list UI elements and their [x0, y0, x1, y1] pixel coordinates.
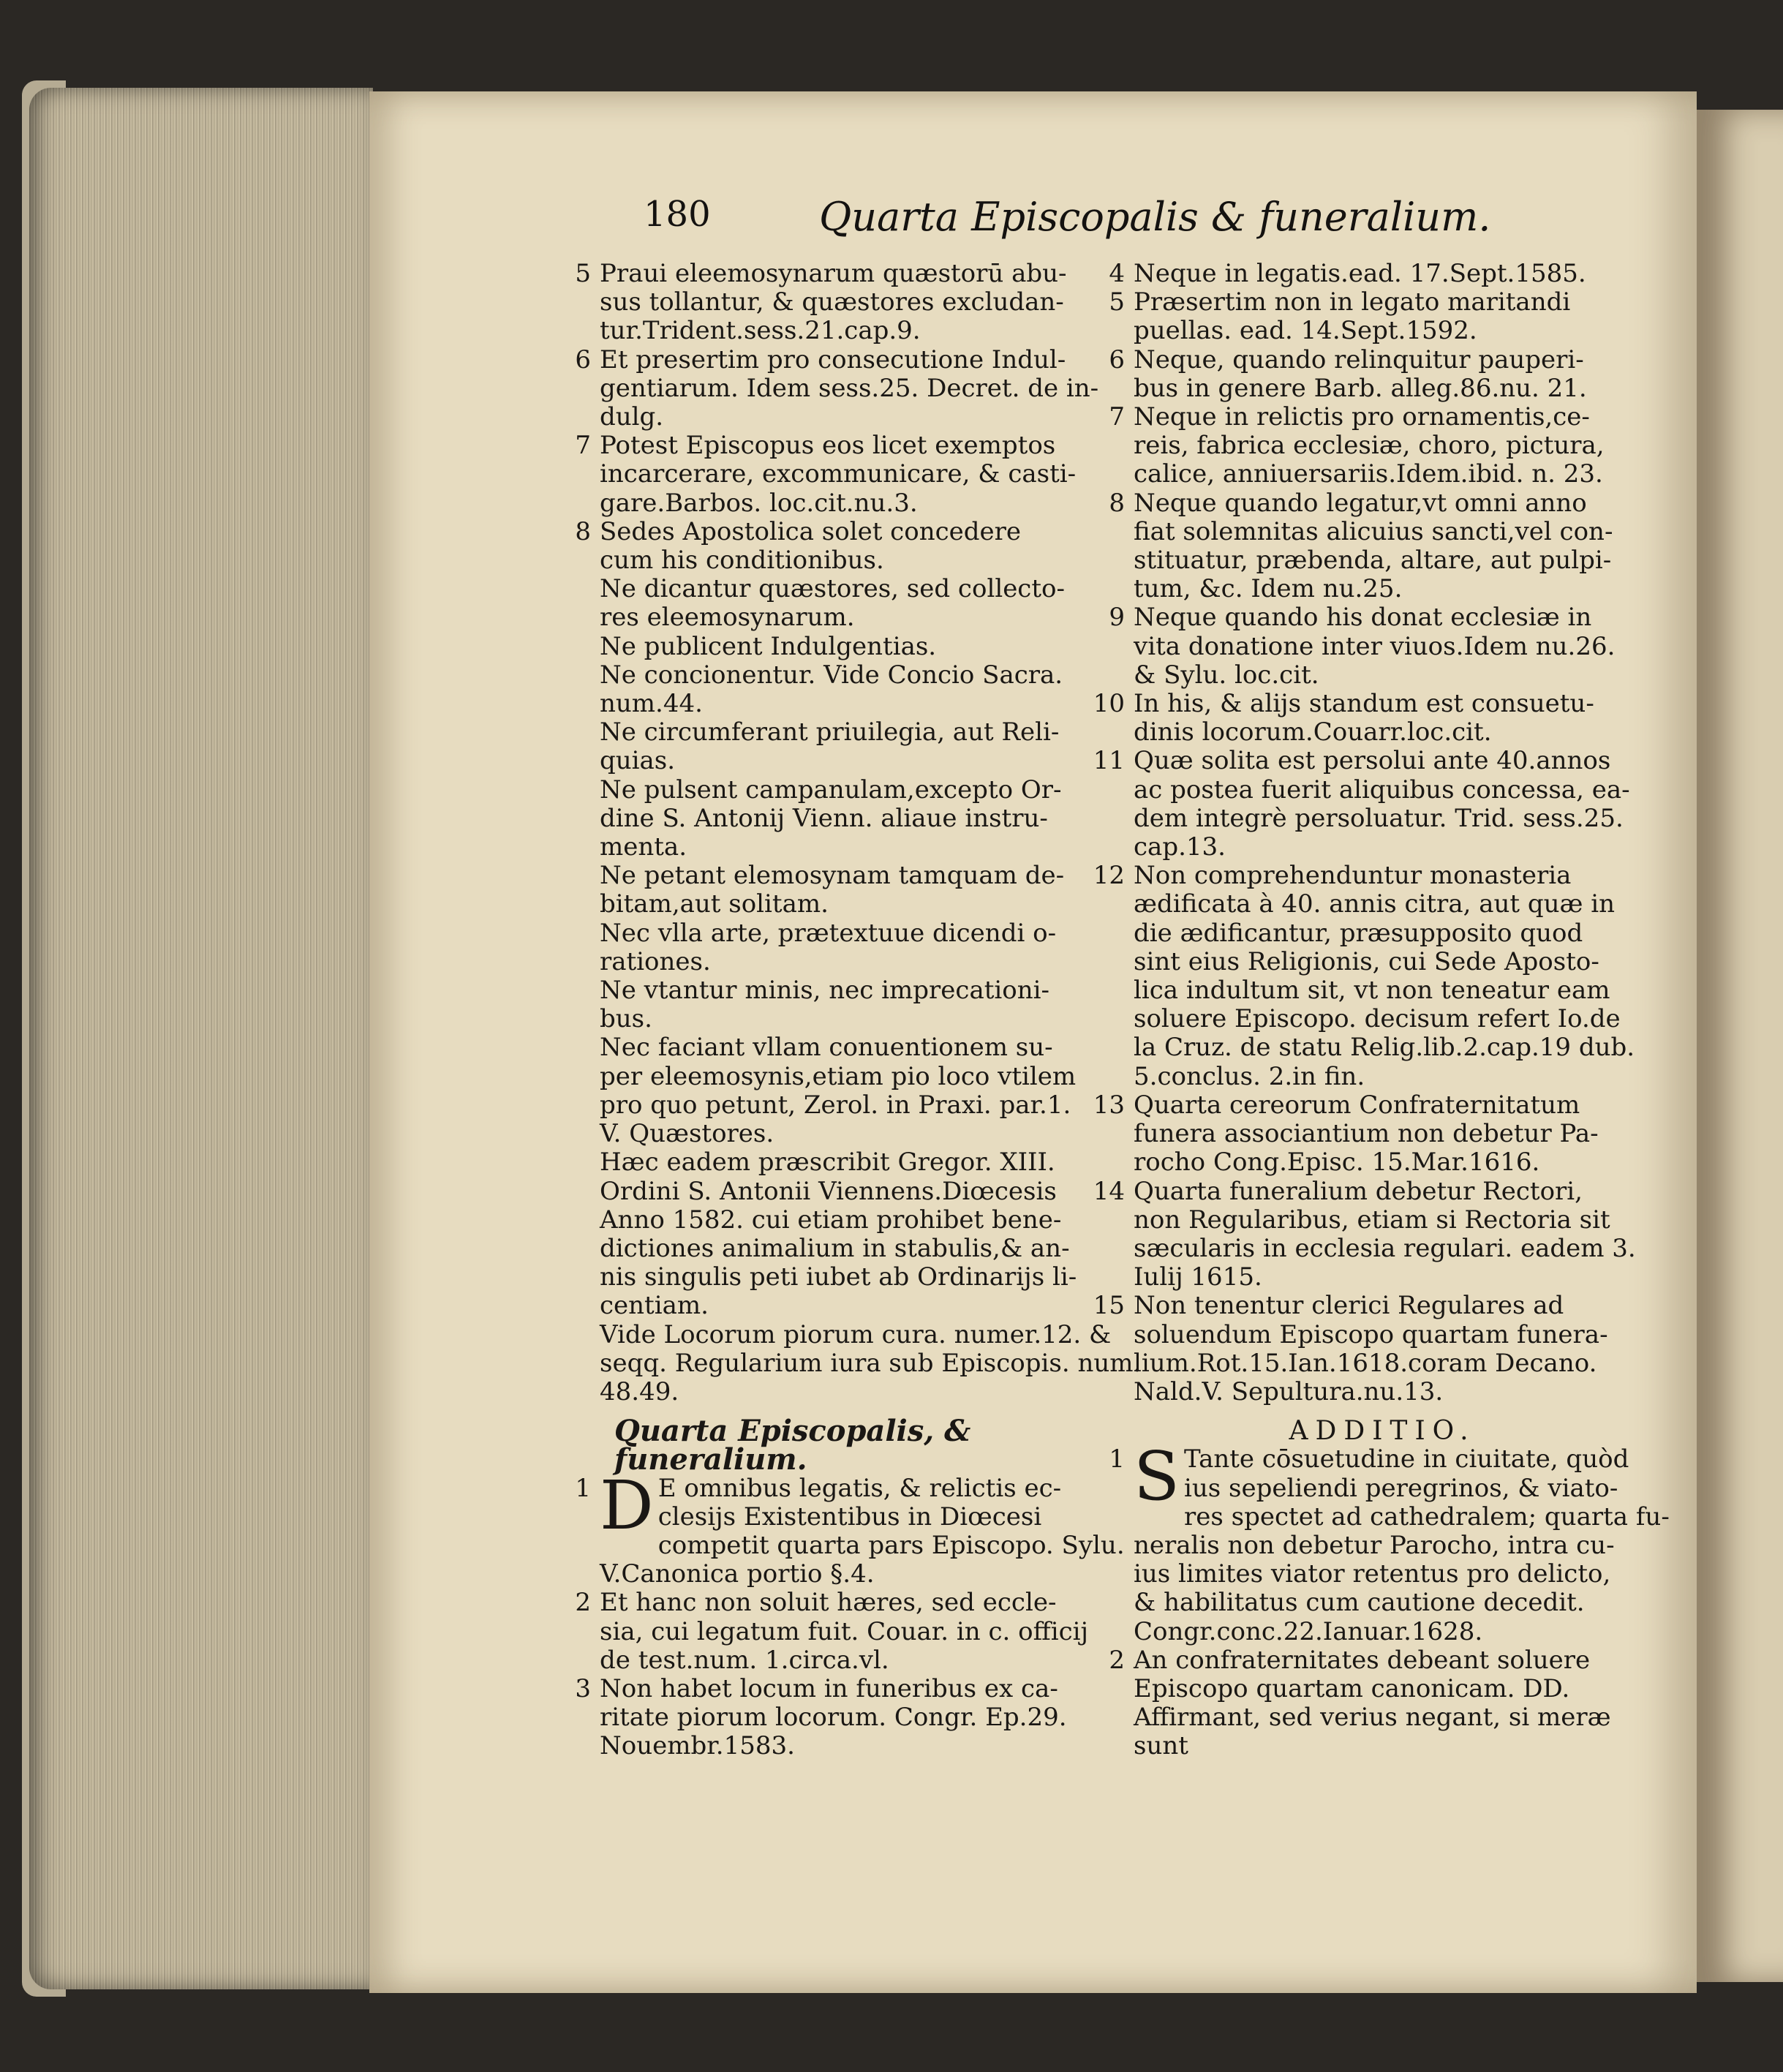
line-text: Iulij 1615. [1134, 1262, 1262, 1292]
line-text: ac postea fuerit aliquibus concessa, ea- [1134, 775, 1630, 805]
line-text: Et hanc non soluit hæres, sed eccle- [600, 1588, 1057, 1618]
line-text: sint eius Religionis, cui Sede Aposto- [1134, 946, 1599, 976]
text-line [1134, 1033, 1635, 1063]
text-line [600, 460, 1112, 489]
text-line [600, 805, 1112, 833]
paragraph-number: 13 [1093, 1090, 1125, 1120]
text-line [575, 344, 1112, 374]
text-line [1134, 1263, 1631, 1292]
text-line [1109, 259, 1631, 288]
line-text: res spectet ad cathedralem; quarta fu- [1184, 1502, 1670, 1532]
text-line [1109, 344, 1631, 374]
line-text: sus tollantur, & quæstores excludan- [600, 287, 1064, 317]
line-text: Sedes Apostolica solet concedere [600, 516, 1022, 546]
line-text: cap.13. [1134, 832, 1226, 862]
text-line [600, 948, 1112, 976]
text-line [600, 776, 1112, 805]
text-line [1134, 546, 1631, 575]
paragraph-number: 6 [575, 344, 591, 374]
paragraph-number: 1 [1109, 1444, 1125, 1474]
line-text: Neque quando legatur,vt omni anno [1134, 488, 1587, 518]
text-line [1134, 1349, 1631, 1378]
line-text: V.Canonica portio §.4. [600, 1559, 875, 1589]
text-line [600, 747, 1112, 775]
text-line [1109, 488, 1631, 518]
line-text: la Cruz. de statu Relig.lib.2.cap.19 dub. [1134, 1033, 1635, 1063]
text-line [600, 288, 1112, 317]
line-text: ritate piorum locorum. Congr. Ep.29. [600, 1703, 1067, 1733]
text-line [600, 833, 1112, 862]
paragraph-number: 4 [1109, 259, 1125, 288]
text-line [1134, 518, 1631, 546]
line-text: Episcopo quartam canonicam. DD. [1134, 1673, 1570, 1703]
line-text: Nec faciant vllam conuentionem su- [600, 1033, 1053, 1063]
text-line [1134, 374, 1631, 403]
text-line [600, 862, 1112, 890]
line-text: bus. [600, 1004, 652, 1034]
line-text: tum, &c. Idem nu.25. [1134, 574, 1403, 604]
text-line [1134, 1206, 1631, 1235]
facing-page-edge [1697, 110, 1783, 1982]
paragraph-number: 2 [575, 1588, 591, 1618]
text-line [600, 1292, 1112, 1320]
line-text: V. Quæstores. [600, 1119, 774, 1149]
text-line [600, 976, 1112, 1005]
line-text: Ne circumferant priuilegia, aut Reli- [600, 717, 1060, 747]
line-text: Ne concionentur. Vide Concio Sacra. [600, 660, 1063, 690]
text-line [1134, 805, 1631, 833]
text-line [600, 1120, 1112, 1148]
line-text: An confraternitates debeant soluere [1134, 1645, 1591, 1675]
text-line [600, 1005, 1112, 1033]
section-heading: ADDITIO. [1289, 1416, 1476, 1447]
line-text: Praui eleemosynarum quæstorū abu- [600, 259, 1067, 288]
text-line [1093, 1090, 1631, 1120]
line-text: cum his conditionibus. [600, 546, 884, 576]
text-line [1134, 1502, 1670, 1532]
paragraph-number: 8 [575, 516, 591, 546]
text-line [575, 259, 1112, 288]
text-line [600, 1530, 1125, 1560]
text-line [1134, 633, 1631, 661]
line-text: dictiones animalium in stabulis,& an- [600, 1233, 1070, 1263]
text-line [1134, 718, 1631, 747]
text-line [600, 603, 1112, 632]
text-line [1134, 1618, 1631, 1646]
line-text: & Sylu. loc.cit. [1134, 660, 1319, 690]
text-line [1134, 1233, 1636, 1263]
line-text: soluere Episcopo. decisum refert Io.de [1134, 1004, 1621, 1034]
line-text: In his, & alijs standum est consuetu- [1134, 689, 1594, 719]
line-text: rationes. [600, 946, 711, 976]
line-text: soluendum Episcopo quartam funera- [1134, 1319, 1608, 1349]
text-line [600, 1033, 1112, 1062]
text-line [1134, 575, 1631, 603]
text-line [600, 690, 1112, 718]
line-text: Ne publicent Indulgentias. [600, 631, 937, 661]
text-line [600, 1063, 1112, 1091]
line-text: per eleemosynis,etiam pio loco vtilem [600, 1061, 1077, 1091]
text-line [1134, 1675, 1631, 1703]
line-text: Nouembr.1583. [600, 1731, 795, 1761]
text-line [600, 1618, 1112, 1646]
page-edges [29, 88, 373, 1989]
line-text: seqq. Regularium iura sub Episcopis. num. [600, 1348, 1142, 1378]
paragraph-number: 1 [575, 1473, 591, 1503]
line-text: Quæ solita est persolui ante 40.annos [1134, 746, 1611, 776]
text-line [1134, 890, 1631, 919]
line-text: Vide Locorum piorum cura. numer.12. & [600, 1319, 1112, 1349]
line-text: Neque, quando relinquitur pauperi- [1134, 344, 1584, 374]
drop-cap: S [1134, 1437, 1180, 1516]
text-line [600, 317, 1112, 345]
text-line [1134, 1005, 1631, 1033]
text-line [600, 1378, 1112, 1406]
line-text: Neque in legatis.ead. 17.Sept.1585. [1134, 259, 1586, 288]
text-line [600, 1206, 1112, 1235]
paragraph-number: 8 [1109, 488, 1125, 518]
line-text: Præsertim non in legato maritandi [1134, 287, 1571, 317]
text-line [1134, 1148, 1631, 1177]
text-line [1134, 317, 1631, 345]
line-text: sunt [1134, 1731, 1188, 1761]
paragraph-number: 15 [1093, 1291, 1125, 1321]
line-text: Non habet locum in funeribus ex ca- [600, 1673, 1058, 1703]
paragraph-number: 11 [1093, 746, 1125, 776]
text-line [1093, 1291, 1631, 1321]
line-text: Ne vtantur minis, nec imprecationi- [600, 976, 1049, 1006]
text-line [600, 1732, 1112, 1760]
line-text: fiat solemnitas alicuius sancti,vel con- [1134, 516, 1613, 546]
line-text: reis, fabrica ecclesiæ, choro, pictura, [1134, 431, 1605, 461]
text-line [600, 919, 1112, 948]
line-text: Potest Episcopus eos licet exemptos [600, 431, 1056, 461]
line-text: Ne dicantur quæstores, sed collecto- [600, 574, 1065, 604]
paragraph-number: 6 [1109, 344, 1125, 374]
text-line [600, 718, 1112, 747]
text-line [1093, 689, 1631, 719]
line-text: tur.Trident.sess.21.cap.9. [600, 316, 921, 346]
paragraph-number: 14 [1093, 1176, 1125, 1206]
line-text: clesijs Existentibus in Diœcesi [657, 1502, 1042, 1532]
left-column [575, 259, 1142, 1761]
text-line [1109, 603, 1631, 633]
line-text: dem integrè persoluatur. Trid. sess.25. [1134, 803, 1624, 833]
text-line [600, 1148, 1112, 1177]
paragraph-number: 5 [575, 259, 591, 288]
text-line [1134, 776, 1631, 805]
line-text: lium.Rot.15.Ian.1618.coram Decano. [1134, 1348, 1597, 1378]
text-line [600, 1091, 1112, 1120]
line-text: Non comprehenduntur monasteria [1134, 861, 1572, 891]
text-line [1134, 1474, 1631, 1503]
text-line [1093, 861, 1631, 891]
line-text: incarcerare, excommunicare, & casti- [600, 459, 1077, 489]
line-text: stituatur, præbenda, altare, aut pulpi- [1134, 546, 1612, 576]
text-line [1134, 1732, 1631, 1760]
paragraph-number: 3 [575, 1673, 591, 1703]
line-text: 5.conclus. 2.in fin. [1134, 1061, 1365, 1091]
line-text: Ordini S. Antonii Viennens.Diœcesis [600, 1176, 1057, 1206]
line-text: Ne pulsent campanulam,excepto Or- [600, 775, 1062, 805]
text-line [1109, 402, 1631, 432]
line-text: ius sepeliendi peregrinos, & viato- [1184, 1473, 1618, 1503]
paragraph-number: 5 [1109, 287, 1125, 317]
line-text: ædificata à 40. annis citra, aut quæ in [1134, 889, 1616, 919]
line-text: bitam,aut solitam. [600, 889, 829, 919]
text-line [600, 1646, 1112, 1675]
line-text: centiam. [600, 1291, 709, 1321]
line-text: menta. [600, 832, 687, 862]
text-line [600, 546, 1112, 575]
line-text: rocho Cong.Episc. 15.Mar.1616. [1134, 1148, 1540, 1178]
page-number: 180 [644, 194, 711, 235]
text-line [1093, 746, 1631, 776]
text-line [600, 633, 1112, 661]
text-line [600, 661, 1112, 690]
right-column [1093, 259, 1670, 1761]
text-line [600, 1321, 1112, 1349]
line-text: die ædificantur, præsupposito quod [1134, 918, 1583, 948]
text-line [575, 1588, 1112, 1618]
line-text: competit quarta pars Episcopo. Sylu. [657, 1530, 1125, 1560]
text-line [1134, 1321, 1631, 1349]
text-line [575, 516, 1112, 546]
running-title: Quarta Episcopalis & funeralium. [819, 194, 1491, 240]
text-line [1134, 1560, 1631, 1589]
text-line [600, 1560, 1112, 1589]
line-text: neralis non debetur Parocho, intra cu- [1134, 1530, 1615, 1560]
line-text: puellas. ead. 14.Sept.1592. [1134, 316, 1477, 346]
text-line [1134, 833, 1631, 862]
paragraph-number: 2 [1109, 1645, 1125, 1675]
text-line [1134, 432, 1631, 460]
line-text: Nec vlla arte, prætextuue dicendi o- [600, 918, 1057, 948]
text-line [600, 1348, 1142, 1378]
text-line [575, 431, 1112, 461]
line-text: Ne petant elemosynam tamquam de- [600, 861, 1065, 891]
line-text: ius limites viator retentus pro delicto, [1134, 1559, 1611, 1589]
paragraph-number: 12 [1093, 861, 1125, 891]
text-line [1134, 976, 1631, 1005]
line-text: pro quo petunt, Zerol. in Praxi. par.1. [600, 1090, 1071, 1120]
text-line [1134, 919, 1631, 948]
text-line [600, 374, 1112, 403]
line-text: Non tenentur clerici Regulares ad [1134, 1291, 1564, 1321]
line-text: gare.Barbos. loc.cit.nu.3. [600, 488, 918, 518]
line-text: 48.49. [600, 1376, 679, 1406]
text-line [1134, 1120, 1631, 1148]
paragraph-number: 7 [1109, 402, 1125, 432]
text-line [600, 1235, 1112, 1263]
line-text: Congr.conc.22.Ianuar.1628. [1134, 1616, 1483, 1646]
text-line [1134, 1703, 1631, 1732]
line-text: sia, cui legatum fuit. Couar. in c. officij [600, 1616, 1089, 1646]
line-text: de test.num. 1.circa.vl. [600, 1645, 889, 1675]
line-text: & habilitatus cum cautione decedit. [1134, 1588, 1585, 1618]
line-text: dine S. Antonij Vienn. aliaue instru- [600, 803, 1048, 833]
text-line [1134, 1063, 1631, 1091]
line-text: res eleemosynarum. [600, 603, 855, 633]
text-line [600, 1503, 1112, 1532]
line-text: Nald.V. Sepultura.nu.13. [1134, 1376, 1444, 1406]
text-line [1109, 1645, 1631, 1675]
line-text: Quarta funeralium debetur Rectori, [1134, 1176, 1583, 1206]
line-text: non Regularibus, etiam si Rectoria sit [1134, 1205, 1610, 1235]
paragraph-number: 7 [575, 431, 591, 461]
text-line [600, 1263, 1112, 1292]
page-header [644, 194, 1521, 245]
line-text: Neque quando his donat ecclesiæ in [1134, 603, 1592, 633]
text-line [600, 489, 1112, 518]
line-text: lica indultum sit, vt non teneatur eam [1134, 976, 1610, 1006]
text-line [600, 403, 1112, 432]
drop-cap: D [600, 1466, 654, 1545]
line-text: nis singulis peti iubet ab Ordinarijs li- [600, 1262, 1077, 1292]
line-text: bus in genere Barb. alleg.86.nu. 21. [1134, 373, 1587, 403]
text-line [1134, 460, 1631, 489]
line-text: E omnibus legatis, & relictis ec- [657, 1473, 1062, 1503]
line-text: calice, anniuersariis.Idem.ibid. n. 23. [1134, 459, 1603, 489]
line-text: dulg. [600, 402, 664, 432]
text-line [600, 1178, 1112, 1206]
text-line [600, 1703, 1112, 1732]
line-text: Quarta cereorum Confraternitatum [1134, 1090, 1580, 1120]
text-line [1134, 1589, 1631, 1617]
text-line [600, 890, 1112, 919]
section-heading: Quarta Episcopalis, & funeralium. [614, 1414, 971, 1477]
line-text: sæcularis in ecclesia regulari. eadem 3. [1134, 1233, 1636, 1263]
line-text: num.44. [600, 689, 703, 719]
line-text: Tante cōsuetudine in ciuitate, quòd [1184, 1444, 1629, 1474]
text-line [1093, 1176, 1631, 1206]
line-text: Et presertim pro consecutione Indul- [600, 344, 1066, 374]
line-text: vita donatione inter viuos.Idem nu.26. [1134, 631, 1616, 661]
paragraph-number: 10 [1093, 689, 1125, 719]
text-line [1134, 1378, 1631, 1406]
line-text: Hæc eadem præscribit Gregor. XIII. [600, 1148, 1055, 1178]
text-line [1134, 1532, 1631, 1560]
line-text: Anno 1582. cui etiam prohibet bene- [600, 1205, 1062, 1235]
line-text: Affirmant, sed verius negant, si meræ [1134, 1703, 1611, 1733]
text-line [1109, 287, 1631, 317]
text-line [600, 575, 1112, 603]
line-text: quias. [600, 746, 676, 776]
text-line [575, 1673, 1112, 1703]
line-text: gentiarum. Idem sess.25. Decret. de in- [600, 373, 1099, 403]
paragraph-number: 9 [1109, 603, 1125, 633]
text-line [1134, 948, 1631, 976]
text-line [1134, 661, 1631, 690]
line-text: Neque in relictis pro ornamentis,ce- [1134, 402, 1590, 432]
line-text: funera associantium non debetur Pa- [1134, 1119, 1599, 1149]
line-text: dinis locorum.Couarr.loc.cit. [1134, 717, 1492, 747]
